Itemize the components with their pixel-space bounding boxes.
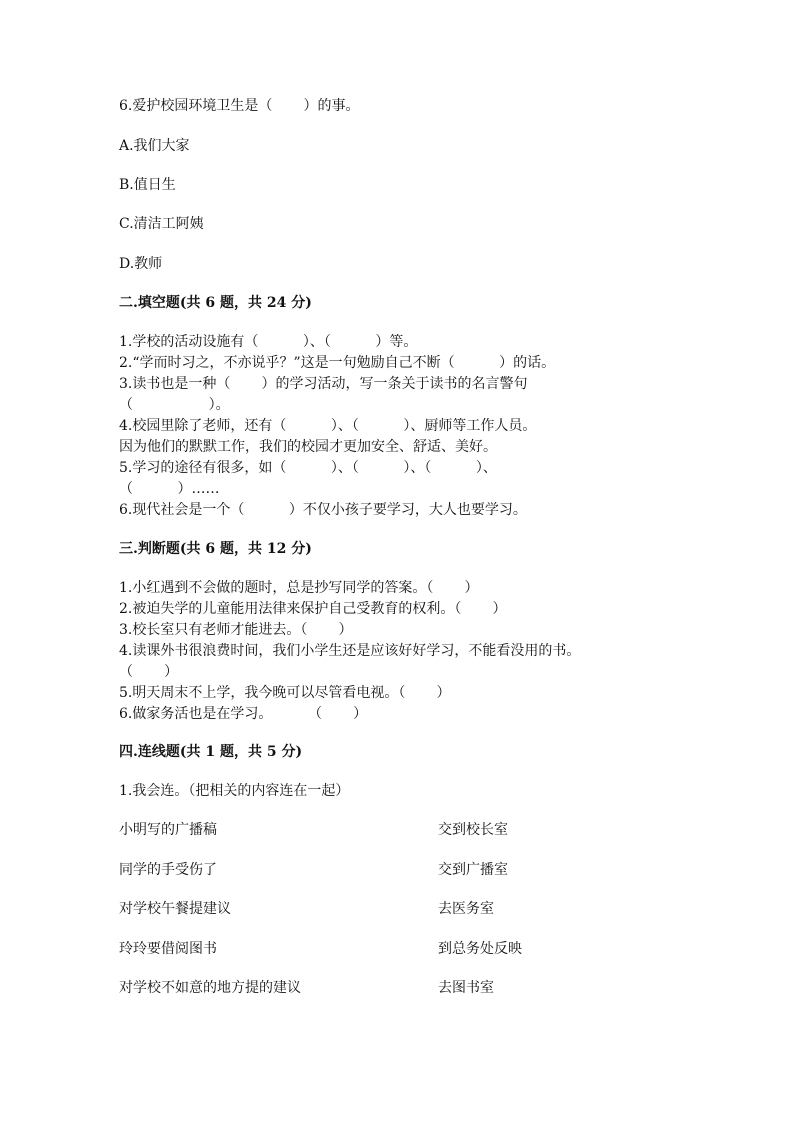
judge-line: 6.做家务活也是在学习。 （ ） — [119, 706, 368, 722]
fill-line: 因为他们的默默工作，我们的校园才更加安全、舒适、美好。 — [119, 439, 497, 455]
fill-line: 6.现代社会是一个（ ）不仅小孩子要学习，大人也要学习。 — [119, 502, 527, 518]
match-right-item: 交到校长室 — [438, 822, 508, 838]
match-right-item: 去医务室 — [438, 901, 494, 917]
match-right-item: 到总务处反映 — [438, 941, 522, 957]
judge-line: 1.小红遇到不会做的题时，总是抄写同学的答案。（ ） — [119, 580, 479, 596]
fill-line: 1.学校的活动设施有（ ）、（ ）等。 — [119, 334, 418, 350]
judge-line: 2.被迫失学的儿童能用法律来保护自己受教育的权利。（ ） — [119, 601, 507, 617]
judge-line: 3.校长室只有老师才能进去。（ ） — [119, 622, 353, 638]
fill-line: （ ）。 — [119, 397, 230, 413]
judge-section-heading: 三.判断题(共 6 题，共 12 分) — [119, 541, 312, 557]
match-left-item: 玲玲要借阅图书 — [119, 941, 217, 957]
option-d: D.教师 — [119, 256, 163, 272]
option-a: A.我们大家 — [119, 138, 190, 154]
judge-line: 4.读课外书很浪费时间，我们小学生还是应该好好学习，不能看没用的书。 — [119, 643, 581, 659]
match-left-item: 对学校不如意的地方提的建议 — [119, 980, 301, 996]
fill-line: 5.学习的途径有很多，如（ ）、（ ）、（ ）、 — [119, 460, 497, 476]
option-b: B.值日生 — [119, 177, 176, 193]
match-right-item: 交到广播室 — [438, 862, 508, 878]
fill-line: 4.校园里除了老师，还有（ ）、（ ）、厨师等工作人员。 — [119, 418, 537, 434]
fill-line: 2.“学而时习之，不亦说乎？”这是一句勉励自己不断（ ）的话。 — [119, 355, 556, 371]
judge-line: 5.明天周末不上学，我今晚可以尽管看电视。（ ） — [119, 685, 451, 701]
question-6-stem: 6.爱护校园环境卫生是（ ）的事。 — [119, 98, 360, 114]
fill-section-heading: 二.填空题(共 6 题，共 24 分) — [119, 295, 312, 311]
match-section-heading: 四.连线题(共 1 题，共 5 分) — [119, 744, 303, 760]
match-left-item: 对学校午餐提建议 — [119, 901, 231, 917]
match-right-item: 去图书室 — [438, 980, 494, 996]
match-left-item: 同学的手受伤了 — [119, 862, 217, 878]
judge-line: （ ） — [119, 664, 179, 680]
fill-line: 3.读书也是一种（ ）的学习活动，写一条关于读书的名言警句 — [119, 376, 528, 392]
option-c: C.清洁工阿姨 — [119, 216, 204, 232]
match-question-stem: 1.我会连。（把相关的内容连在一起） — [119, 783, 350, 799]
fill-line: （ ）…… — [119, 481, 220, 497]
match-left-item: 小明写的广播稿 — [119, 822, 217, 838]
